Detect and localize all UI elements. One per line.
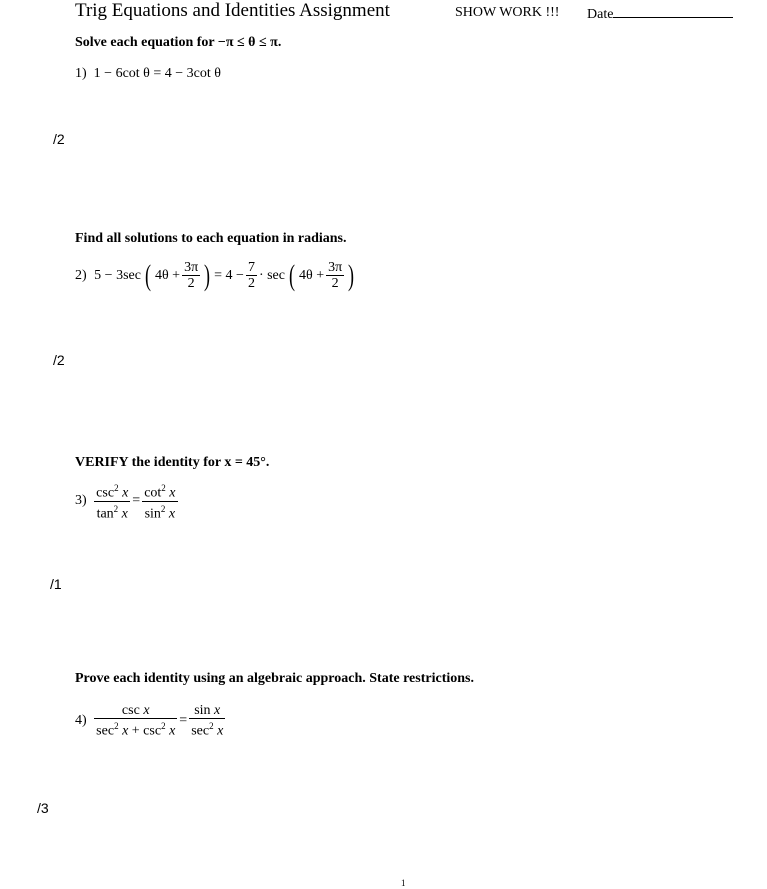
instruction-solve: Solve each equation for −π ≤ θ ≤ π. xyxy=(75,35,282,50)
problem-2-lead: 5 − 3sec xyxy=(94,267,141,283)
page-number: 1 xyxy=(401,878,406,888)
problem-4-right-fraction: $\frac{\text{sin x}}{\sec^2 x}$ xyxy=(191,703,224,739)
instruction-verify: VERIFY the identity for x = 45°. xyxy=(75,455,270,470)
left-paren: ( xyxy=(144,258,151,292)
score-4: /3 xyxy=(37,800,49,816)
score-3: /1 xyxy=(50,576,62,592)
fraction-3pi-2: $\frac{3\pi}{2}$ xyxy=(184,260,199,291)
problem-1 xyxy=(75,66,221,82)
problem-2-inner-2: 4θ + xyxy=(298,267,325,283)
right-paren: ) xyxy=(204,258,211,292)
problem-2-sec: · sec xyxy=(258,267,285,283)
problem-4-number: 4) xyxy=(75,712,87,728)
fraction-3pi-2-b: $\frac{3\pi}{2}$ xyxy=(328,260,343,291)
problem-2-number: 2) xyxy=(75,267,87,283)
problem-2 xyxy=(75,260,356,291)
problem-3-number: 3) xyxy=(75,493,87,509)
fraction-7-2: $\frac{7}{2}$ xyxy=(247,260,255,291)
problem-2-mid: = 4 − xyxy=(214,267,244,283)
left-paren-2: ( xyxy=(288,258,295,292)
page-title: Trig Equations and Identities Assignment xyxy=(75,0,390,21)
equals-sign-4: = xyxy=(179,712,188,728)
score-1: /2 xyxy=(53,131,65,147)
date-field xyxy=(587,5,733,23)
problem-4 xyxy=(75,703,225,739)
problem-3 xyxy=(75,481,178,521)
equals-sign: = xyxy=(132,493,141,509)
instruction-prove: Prove each identity using an algebraic approach. State restrictions. xyxy=(75,671,474,686)
date-blank-line xyxy=(613,5,733,18)
problem-4-left-fraction: $\frac{\text{csc x}}{\sec^2 x + \csc^2 x}$ xyxy=(96,703,176,739)
problem-1-equation: 1 − 6cot θ = 4 − 3cot θ xyxy=(93,66,221,81)
score-2: /2 xyxy=(53,352,65,368)
instruction-find-all: Find all solutions to each equation in radians. xyxy=(75,231,347,246)
problem-2-inner: 4θ + xyxy=(154,267,181,283)
right-paren-2: ) xyxy=(348,258,355,292)
problem-3-right-fraction: $\frac{\cot^2 x}{\sin^2 x}$ xyxy=(144,483,176,522)
problem-1-number: 1) xyxy=(75,66,87,81)
problem-3-left-fraction: $\frac{\csc^2 x}{\tan^2 x}$ xyxy=(96,483,129,522)
show-work-note: SHOW WORK !!! xyxy=(455,5,560,20)
date-label: Date xyxy=(587,7,614,22)
